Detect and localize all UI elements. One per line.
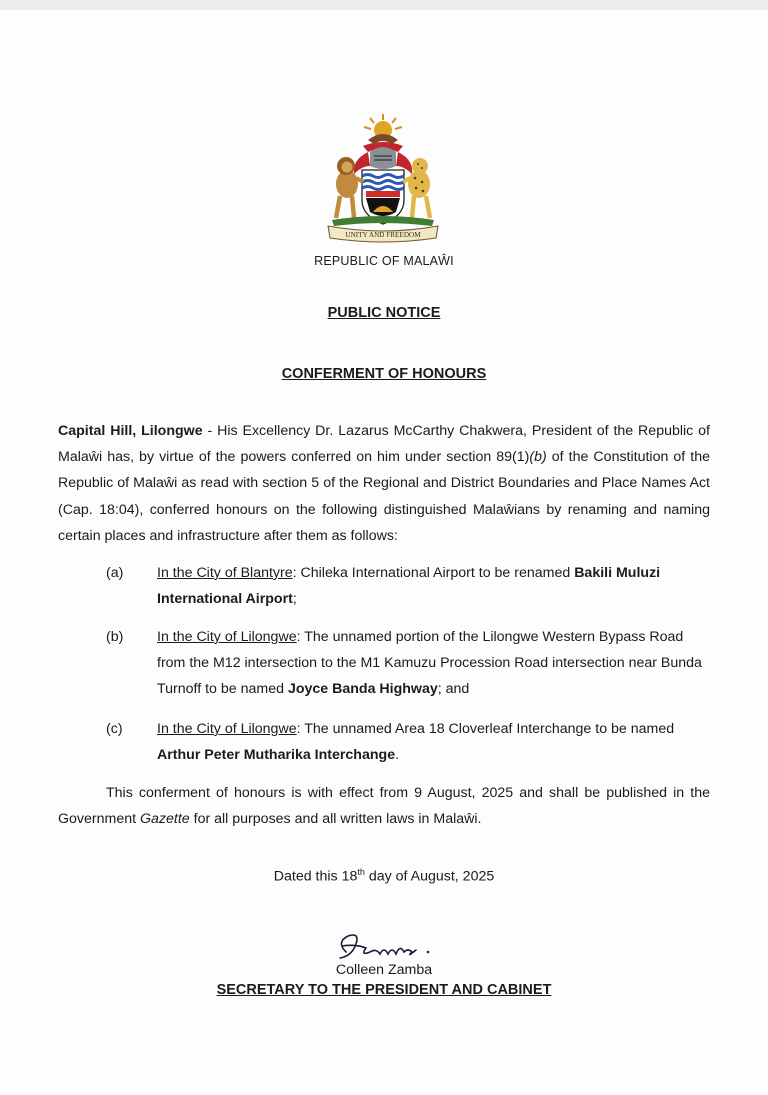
notice-title: PUBLIC NOTICE — [327, 305, 441, 321]
shield-icon — [362, 170, 404, 224]
signatory-name: Colleen Zamba — [335, 962, 433, 978]
honour-name: Joyce Banda Highway — [287, 681, 438, 698]
intro-paragraph: Capital Hill, Lilongwe - His Excellency Dr. Lazarus McCarthy Chakwera, President of the Republic of Malaŵi has, by virtue of the powers conferred on him under section 89(1)(b) of the Constitution of the Republic of Malaŵi as read with section 5 of the Regional and District Boundaries and Place Names Act (Cap. 18:04), conferred honours on the following distinguished Malaŵians by renaming and naming certain places and infrastructure after them as follows: — [58, 423, 710, 544]
item-label: (c) — [106, 721, 123, 737]
helmet-icon — [370, 147, 396, 169]
item-location: In the City of Lilongwe — [157, 721, 297, 737]
intro-place: Capital Hill, Lilongwe — [58, 423, 203, 439]
coat-of-arms-emblem — [318, 112, 448, 244]
motto-scroll — [328, 226, 438, 242]
closing-paragraph: This conferment of honours is with effect from 9 August, 2025 and shall be published in the Government Gazette for all purposes and all written laws in Malaŵi. — [58, 785, 710, 828]
item-location: In the City of Lilongwe — [157, 629, 297, 645]
honour-name: Arthur Peter Mutharika Interchange — [157, 747, 396, 764]
item-location: In the City of Blantyre — [157, 565, 293, 581]
honour-name: Bakili Muluzi International Airport — [157, 565, 661, 608]
svg-text:UNITY AND FREEDOM: UNITY AND FREEDOM — [345, 231, 421, 239]
republic-label: REPUBLIC OF MALAŴI — [314, 254, 454, 268]
top-strip — [0, 0, 768, 10]
signatory-title: SECRETARY TO THE PRESIDENT AND CABINET — [216, 982, 552, 998]
item-label: (a) — [106, 565, 124, 581]
dated-line: Dated this 18th day of August, 2025 — [273, 867, 495, 885]
item-label: (b) — [106, 629, 124, 645]
notice-subtitle: CONFERMENT OF HONOURS — [281, 366, 487, 382]
